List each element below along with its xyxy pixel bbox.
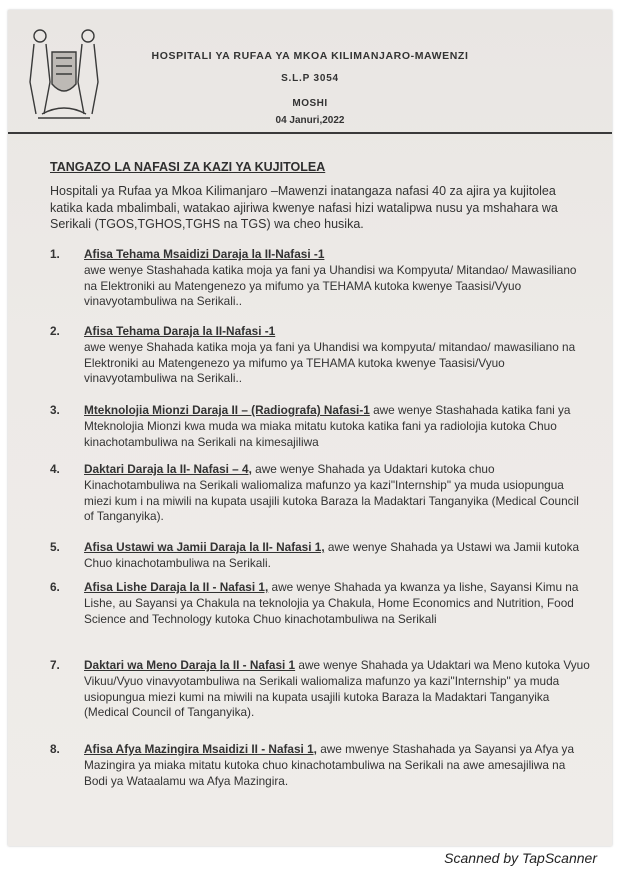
item-text: awe wenye Stashahada katika fani ya Mteknolojia Mionzi kwa muda wa miaka mitatu kutoka katika fani ya radiolojia kutoka Chuo kinachotambuliwa na Serikali na kimesajiliwa: [84, 403, 571, 449]
item-title: Daktari wa Meno Daraja la II - Nafasi 1: [84, 658, 296, 672]
item-number: 7.: [50, 658, 60, 672]
item-number: 4.: [50, 462, 60, 476]
item-title: Afisa Lishe Daraja la II - Nafasi 1,: [84, 580, 269, 594]
item-number: 5.: [50, 540, 60, 554]
item-title: Afisa Afya Mazingira Msaidizi II - Nafasi 1,: [84, 742, 317, 756]
item-text: awe wenye Shahada ya Udaktari kutoka chuo Kinachotambuliwa na Serikali waliomaliza mafunzo ya kazi"Internship" ya muda usiopungua miezi kum i na miwili na kupata usajili kutoka Baraza la Madaktari Tanganyika (Medical Council of Tanganyika).: [84, 462, 579, 524]
date: 04 Januri,2022: [275, 115, 345, 126]
item-title: Daktari Daraja la II- Nafasi – 4,: [84, 462, 252, 476]
item-title: Afisa Tehama Daraja la II-Nafasi -1: [84, 324, 276, 338]
announcement-title: TANGAZO LA NAFASI ZA KAZI YA KUJITOLEA: [50, 160, 326, 174]
header-divider: [8, 132, 612, 134]
item-number: 3.: [50, 403, 60, 417]
item-number: 2.: [50, 324, 60, 338]
item-number: 6.: [50, 580, 60, 594]
item-text: awe wenye Shahada katika moja ya fani ya Uhandisi wa kompyuta/ mitandao/ mawasiliano na Elektroniki au Matengenezo ya mifumo ya TEHAMA kutoka kwenye Taasisi/Vyuo vinavyotambuliwa na Serikali..: [84, 339, 576, 386]
intro-paragraph: Hospitali ya Rufaa ya Mkoa Kilimanjaro –Mawenzi inatangaza nafasi 40 za ajira ya kujitolea katika kada mbalimbali, watakao ajiriwa kwenye nafasi hizi watalipwa nusu ya mshahara wa Serikali (TGOS,TGHOS,TGHS na TGS) wa cheo husika.: [50, 184, 558, 231]
item-title: Mteknolojia Mionzi Daraja II – (Radiografa) Nafasi-1: [84, 403, 370, 417]
scanner-watermark: Scanned by TapScanner: [444, 850, 597, 866]
item-text: awe mwenye Stashahada ya Sayansi ya Afya ya Mazingira ya miaka mitatu kutoka chuo kinachotambuliwa na Serikali na awe amesajiliwa na Bodi ya Wataalamu wa Afya Mazingira.: [84, 742, 575, 788]
item-text: awe wenye Shahada ya kwanza ya lishe, Sayansi Kimu na Lishe, au Sayansi ya Chakula na teknolojia ya Chakula, Home Economics and Nutrition, Food Science and Technology kutoka Chuo kinachotambuliwa na Serikali: [84, 580, 579, 626]
item-number: 1.: [50, 247, 60, 261]
item-title: Afisa Tehama Msaidizi Daraja la II-Nafasi -1: [84, 247, 325, 261]
item-text: awe wenye Shahada ya Udaktari wa Meno kutoka Vyuo Vikuu/Vyuo vinavyotambuliwa na Serikali waliomaliza mafunzo ya kazi"Internship" ya muda usiopungua miezi kumi na miwili na kupata usajili kutoka Baraza la Madaktari Tanganyika (Medical Council of Tanganyika).: [84, 658, 590, 720]
po-box: S.L.P 3054: [281, 73, 339, 84]
coat-of-arms-emblem: [16, 22, 112, 122]
item-title: Afisa Ustawi wa Jamii Daraja la II- Nafasi 1,: [84, 540, 325, 554]
item-text: awe wenye Stashahada katika moja ya fani ya Uhandisi wa Kompyuta/ Mitandao/ Mawasiliano na Elektroniki au Matengenezo ya mifumo ya TEHAMA kutoka kwenye Taasisi/Vyuo vinavyotambuliwa na Serikali..: [84, 262, 577, 309]
hospital-name: HOSPITALI YA RUFAA YA MKOA KILIMANJARO-MAWENZI: [151, 50, 469, 62]
city: MOSHI: [292, 98, 328, 109]
item-text: awe wenye Shahada ya Ustawi wa Jamii kutoka Chuo kinachotambuliwa na Serikali.: [84, 540, 580, 570]
item-number: 8.: [50, 742, 60, 756]
